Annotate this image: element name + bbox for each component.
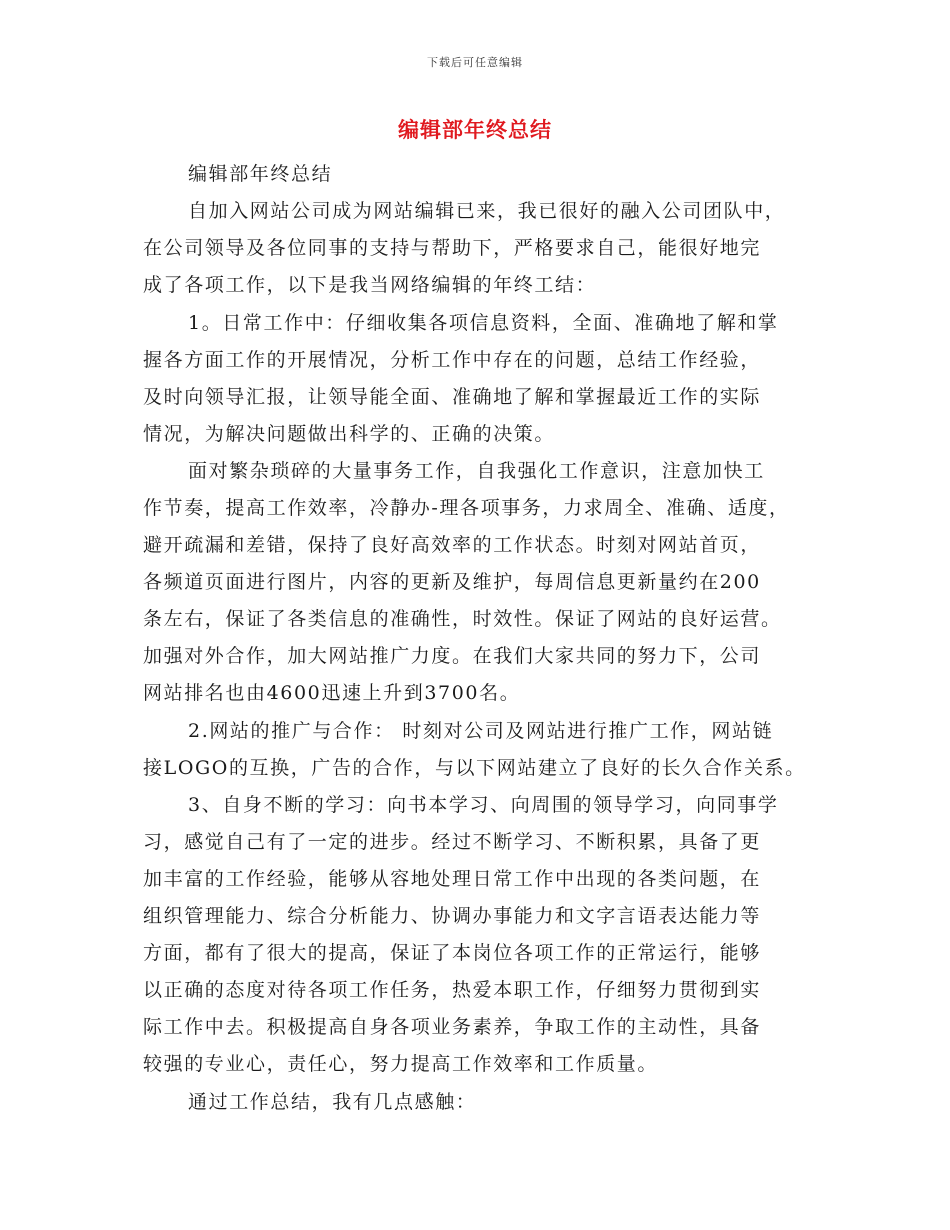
body-line: 2.网站的推广与合作： 时刻对公司及网站进行推广工作，网站链 <box>188 720 774 742</box>
body-line: 接LOGO的互换，广告的合作，与以下网站建立了良好的长久合作关系。 <box>143 757 806 779</box>
body-line: 以正确的态度对待各项工作任务，热爱本职工作，仔细努力贯彻到实 <box>143 979 762 1001</box>
body-line: 面对繁杂琐碎的大量事务工作，自我强化工作意识，注意加快工 <box>188 460 765 482</box>
body-line: 加丰富的工作经验，能够从容地处理日常工作中出现的各类问题，在 <box>143 868 762 890</box>
body-line: 组织管理能力、综合分析能力、协调办事能力和文字言语表达能力等 <box>143 905 762 927</box>
body-line: 际工作中去。积极提高自身各项业务素养，争取工作的主动性，具备 <box>143 1016 762 1038</box>
body-line: 及时向领导汇报，让领导能全面、准确地了解和掌握最近工作的实际 <box>143 386 762 408</box>
header-note: 下载后可任意编辑 <box>427 56 523 69</box>
body-line: 作节奏，提高工作效率，冷静办-理各项事务，力求周全、准确、适度， <box>143 497 790 519</box>
body-line: 避开疏漏和差错，保持了良好高效率的工作状态。时刻对网站首页， <box>143 534 762 556</box>
body-line: 在公司领导及各位同事的支持与帮助下，严格要求自己，能很好地完 <box>143 237 762 259</box>
body-line: 网站排名也由4600迅速上升到3700名。 <box>143 682 521 704</box>
body-line: 各频道页面进行图片，内容的更新及维护，每周信息更新量约在200 <box>143 571 761 593</box>
document-title: 编辑部年终总结 <box>398 118 552 142</box>
body-line: 3、自身不断的学习：向书本学习、向周围的领导学习，向同事学 <box>188 794 779 816</box>
body-line: 1。日常工作中：仔细收集各项信息资料，全面、准确地了解和掌 <box>188 312 779 334</box>
body-line: 情况，为解决问题做出科学的、正确的决策。 <box>143 423 556 445</box>
body-line: 握各方面工作的开展情况，分析工作中存在的问题，总结工作经验， <box>143 349 762 371</box>
body-line: 成了各项工作，以下是我当网络编辑的年终工结： <box>143 274 597 296</box>
body-line: 加强对外合作，加大网站推广力度。在我们大家共同的努力下，公司 <box>143 645 762 667</box>
body-line: 自加入网站公司成为网站编辑已来，我已很好的融入公司团队中， <box>188 200 786 222</box>
body-line: 通过工作总结，我有几点感触： <box>188 1091 477 1113</box>
body-line: 方面，都有了很大的提高，保证了本岗位各项工作的正常运行，能够 <box>143 942 762 964</box>
body-line: 编辑部年终总结 <box>188 163 333 185</box>
body-line: 较强的专业心，责任心，努力提高工作效率和工作质量。 <box>143 1053 659 1075</box>
body-line: 条左右，保证了各类信息的准确性，时效性。保证了网站的良好运营。 <box>143 608 782 630</box>
body-line: 习，感觉自己有了一定的进步。经过不断学习、不断积累，具备了更 <box>143 831 762 853</box>
